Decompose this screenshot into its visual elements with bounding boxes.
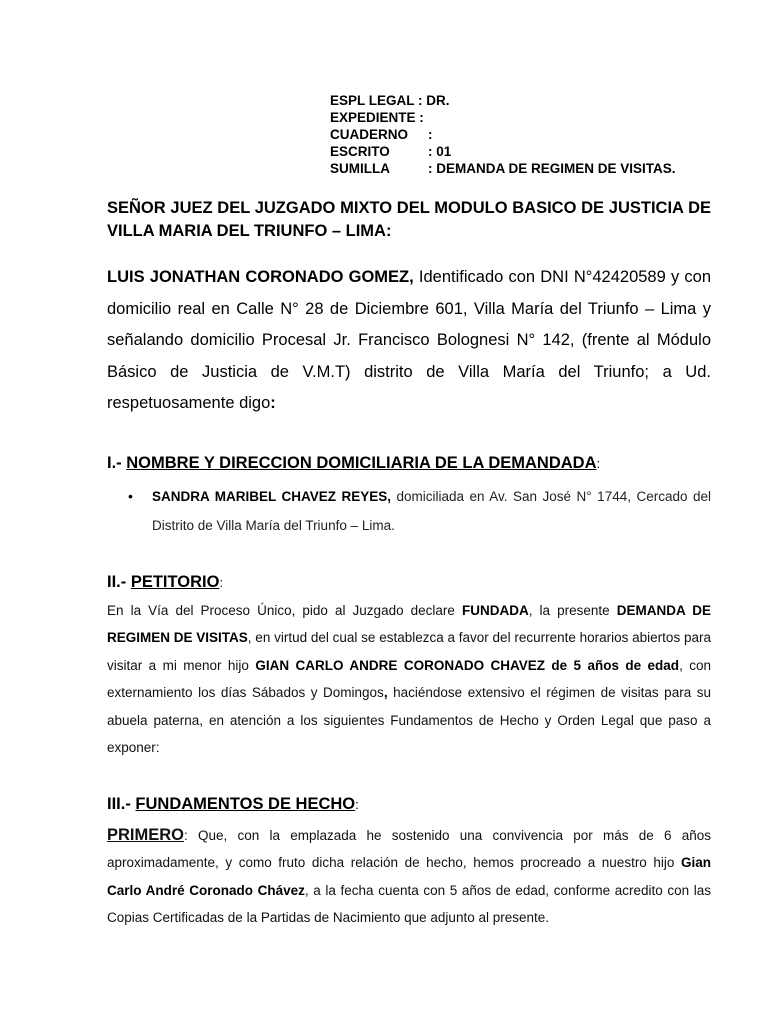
header-row-cuaderno <box>330 126 676 143</box>
bold-run: GIAN CARLO ANDRE CORONADO CHAVEZ de 5 años de edad <box>255 657 680 673</box>
header-key: SUMILLA <box>330 161 390 176</box>
header-row-expediente <box>330 109 676 126</box>
intro-paragraph <box>107 262 711 420</box>
text-run: : Que, con la emplazada he sostenido una convivencia por más de 6 años aproximadamente, y como fruto dicha relación de hecho, hemos procreado a nuestro hijo <box>107 828 711 871</box>
defendant-address: domiciliada en Av. San José N° 1744, Cercado del Distrito de Villa María del Triunfo – Lima. <box>152 489 711 533</box>
section-title: NOMBRE Y DIRECCION DOMICILIARIA DE LA DEMANDADA <box>126 454 597 472</box>
section-2-heading <box>107 573 223 592</box>
addressee: SEÑOR JUEZ DEL JUZGADO MIXTO DEL MODULO BASICO DE JUSTICIA DE VILLA MARIA DEL TRIUNFO – LIMA: <box>107 199 711 240</box>
header-key: EXPEDIENTE : <box>330 110 424 125</box>
primero-paragraph <box>107 822 711 932</box>
section-prefix: II.- <box>107 573 131 591</box>
section-prefix: III.- <box>107 795 136 813</box>
petitorio-paragraph <box>107 597 711 761</box>
bold-run: FUNDADA <box>461 603 529 618</box>
section-3-heading <box>107 795 359 814</box>
header-row-espl <box>330 92 676 109</box>
section-colon: : <box>355 797 359 812</box>
bold-run: , <box>383 685 388 701</box>
defendant-bullet-list <box>128 482 711 540</box>
defendant-name: SANDRA MARIBEL CHAVEZ REYES, <box>152 489 391 504</box>
section-1-heading <box>107 454 600 473</box>
plaintiff-name: LUIS JONATHAN CORONADO GOMEZ, <box>107 268 414 286</box>
header-key: ESPL LEGAL : DR. <box>330 93 450 108</box>
header-value: : DEMANDA DE REGIMEN DE VISITAS. <box>428 161 676 176</box>
intro-end: : <box>270 394 276 413</box>
intro-text: Identificado con DNI N°42420589 y con domicilio real en Calle N° 28 de Diciembre 601, Villa María del Triunfo – Lima y señalando domicilio Procesal Jr. Francisco Bolognesi N° 142, (frente al Módulo Básico de Justicia de V.M.T) distrito de Villa María del Triunfo; a Ud. respetuosamente digo <box>107 268 711 413</box>
text-run: , a la fecha cuenta con 5 años de edad, conforme acredito con las Copias Certificadas de la Partidas de Nacimiento que adjunto al presente. <box>107 882 711 926</box>
header-key: CUADERNO <box>330 127 409 142</box>
section-prefix: I.- <box>107 454 127 472</box>
header-value: : <box>428 127 433 142</box>
bold-run: DEMANDA DE REGIMEN DE VISITAS <box>107 603 712 646</box>
header-key: ESCRITO <box>330 144 390 159</box>
section-title: FUNDAMENTOS DE HECHO <box>135 795 356 813</box>
bullet-icon: • <box>128 488 133 504</box>
case-header <box>330 92 676 177</box>
section-colon: : <box>219 575 224 590</box>
primero-label: PRIMERO <box>107 826 185 844</box>
text-run: En la Vía del Proceso Único, pido al Juzgado declare <box>107 603 462 618</box>
bold-run: Gian Carlo André Coronado Chávez <box>107 855 711 898</box>
header-row-escrito <box>330 143 676 160</box>
text-run: , en virtud del cual se establezca a favor del recurrente horarios abiertos para visitar a mi menor hijo <box>107 630 711 673</box>
text-run: haciéndose extensivo el régimen de visitas para su abuela paterna, en atención a los siguientes Fundamentos de Hecho y Orden Legal que paso a exponer: <box>107 685 711 756</box>
bullet-text <box>152 482 711 540</box>
text-run: , la presente <box>528 603 617 618</box>
header-value: : 01 <box>428 144 452 159</box>
header-row-sumilla <box>330 160 676 177</box>
list-item <box>128 482 711 540</box>
text-run: , con externamiento los días Sábados y Domingos <box>107 657 711 701</box>
section-title: PETITORIO <box>130 573 220 591</box>
section-colon: : <box>596 456 601 471</box>
